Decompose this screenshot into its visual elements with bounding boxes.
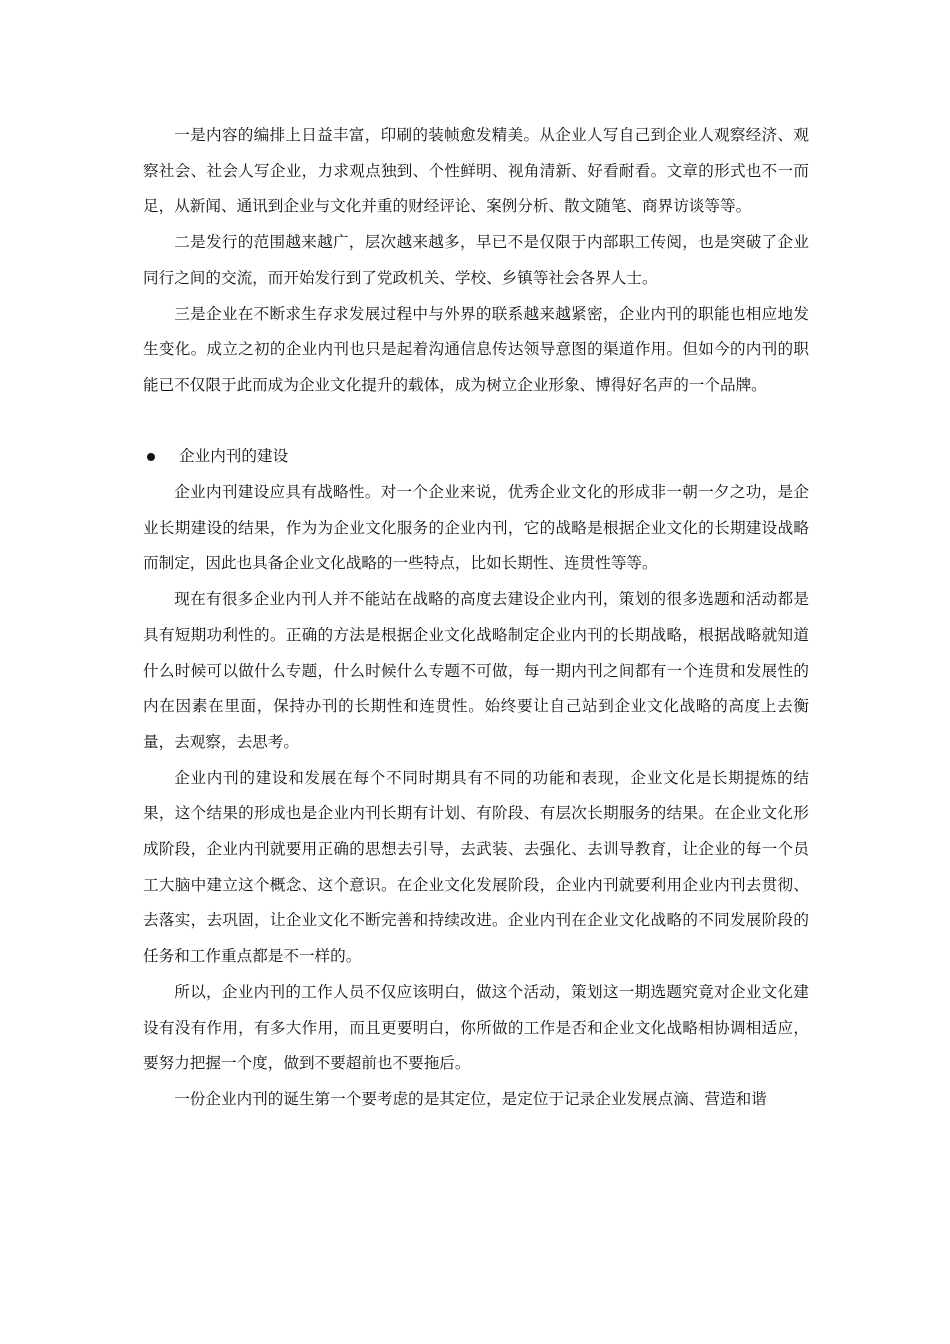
paragraph-strategic-nature: 企业内刊建设应具有战略性。对一个企业来说，优秀企业文化的形成非一朝一夕之功，是企业长期建设的结果，作为为企业文化服务的企业内刊，它的战略是根据企业文化的长期建设战略而制定，因此也具备企业文化战略的一些特点，比如长期性、连贯性等等。 [143, 483, 809, 573]
paragraph-distribution-scope: 二是发行的范围越来越广，层次越来越多，早已不是仅限于内部职工传阅，也是突破了企业同行之间的交流，而开始发行到了党政机关、学校、乡镇等社会各界人士。 [143, 233, 809, 287]
paragraph-positioning: 一份企业内刊的诞生第一个要考虑的是其定位，是定位于记录企业发展点滴、营造和谐 [174, 1089, 767, 1108]
bullet-icon [147, 453, 155, 461]
paragraph-staff-understanding: 所以，企业内刊的工作人员不仅应该明白，做这个活动，策划这一期选题究竟对企业文化建设有没有作用，有多大作用，而且更要明白，你所做的工作是否和企业文化战略相协调相适应，要努力把握一个度，做到不要超前也不要拖后。 [143, 982, 809, 1073]
section-heading [143, 439, 809, 475]
section-heading-text: 企业内刊的建设 [179, 447, 289, 466]
paragraph-development-stages: 企业内刊的建设和发展在每个不同时期具有不同的功能和表现，企业文化是长期提炼的结果，这个结果的形成也是企业内刊长期有计划、有阶段、有层次长期服务的结果。在企业文化形成阶段，企业内刊就要用正确的思想去引导，去武装、去强化、去训导教育，让企业的每一个员工大脑中建立这个概念、这个意识。在企业文化发展阶段，企业内刊就要利用企业内刊去贯彻、去落实，去巩固，让企业文化不断完善和持续改进。企业内刊在企业文化战略的不同发展阶段的任务和工作重点都是不一样的。 [143, 768, 809, 966]
paragraph-function-change: 三是企业在不断求生存求发展过程中与外界的联系越来越紧密，企业内刊的职能也相应地发生变化。成立之初的企业内刊也只是起着沟通信息传达领导意图的渠道作用。但如今的内刊的职能已不仅限于此而成为企业文化提升的载体，成为树立企业形象、博得好名声的一个品牌。 [143, 304, 809, 394]
section-spacer [143, 404, 809, 440]
paragraph-content-layout: 一是内容的编排上日益丰富，印刷的装帧愈发精美。从企业人写自己到企业人观察经济、观察社会、社会人写企业，力求观点独到、个性鲜明、视角清新、好看耐看。文章的形式也不一而足，从新闻、通讯到企业与文化并重的财经评论、案例分析、散文随笔、商界访谈等等。 [143, 126, 809, 216]
document-body [143, 118, 809, 1118]
paragraph-strategy-height: 现在有很多企业内刊人并不能站在战略的高度去建设企业内刊，策划的很多选题和活动都是具有短期功利性的。正确的方法是根据企业文化战略制定企业内刊的长期战略，根据战略就知道什么时候可以做什么专题，什么时候什么专题不可做，每一期内刊之间都有一个连贯和发展性的内在因素在里面，保持办刊的长期性和连贯性。始终要让自己站到企业文化战略的高度上去衡量，去观察，去思考。 [143, 590, 809, 751]
